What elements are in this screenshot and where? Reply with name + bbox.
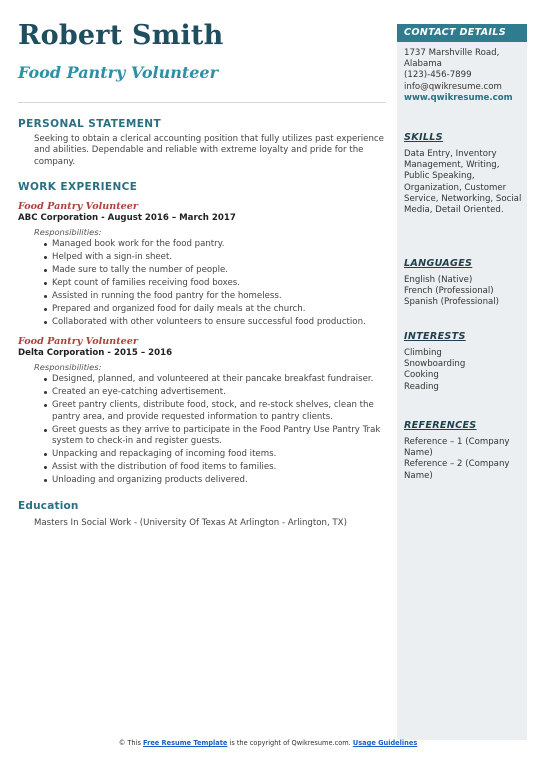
footer	[0, 739, 536, 747]
list-item: Kept count of families receiving food boxes.	[44, 278, 386, 289]
list-item: Created an eye-catching advertisement.	[44, 387, 386, 398]
list-item: Managed book work for the food pantry.	[44, 239, 386, 250]
list-item: Greet pantry clients, distribute food, stock, and re-stock shelves, clean the pantry area, and provide requested information to pantry clients.	[44, 400, 386, 422]
job-entry	[18, 201, 386, 328]
responsibilities-label: Responsibilities:	[34, 362, 102, 373]
languages-heading: LANGUAGES	[404, 258, 473, 269]
candidate-title: Food Pantry Volunteer	[18, 63, 219, 82]
interest-item: Cooking	[404, 370, 439, 381]
languages-section	[404, 258, 524, 309]
personal-statement-text: Seeking to obtain a clerical accounting position that fully utilizes past experience and abilities. Dependable and reliable with extreme loyalty and pride for the company.	[34, 134, 384, 167]
list-item: Collaborated with other volunteers to ensure successful food production.	[44, 317, 386, 328]
job-title: Food Pantry Volunteer	[18, 336, 138, 348]
reference-item: Reference – 1 (Company Name)	[404, 437, 510, 459]
usage-guidelines-link[interactable]: Usage Guidelines	[352, 739, 418, 747]
language-item: English (Native)	[404, 275, 473, 285]
skills-heading: SKILLS	[404, 132, 443, 143]
skills-text: Data Entry, Inventory Management, Writing, Public Speaking, Organization, Customer Service, Networking, Social Media, Detail Oriented.	[404, 149, 522, 216]
responsibilities-list	[44, 239, 386, 328]
contact-website-link[interactable]: www.qwikresume.com	[404, 92, 513, 103]
contact-email[interactable]: info@qwikresume.com	[404, 81, 502, 92]
candidate-name: Robert Smith	[18, 20, 224, 51]
contact-details	[404, 48, 524, 103]
list-item: Assisted in running the food pantry for the homeless.	[44, 291, 386, 302]
main-column	[18, 118, 386, 529]
skills-section	[404, 132, 524, 216]
list-item: Greet guests as they arrive to participate in the Food Pantry Use Pantry Trak system to check-in and register guests.	[44, 425, 386, 447]
job-title: Food Pantry Volunteer	[18, 201, 138, 213]
work-experience-heading: WORK EXPERIENCE	[18, 181, 138, 194]
language-item: French (Professional)	[404, 286, 494, 297]
job-entry	[18, 336, 386, 486]
list-item: Unloading and organizing products delivered.	[44, 475, 386, 486]
list-item: Made sure to tally the number of people.	[44, 265, 386, 276]
contact-heading-bar	[397, 24, 527, 42]
references-heading: REFERENCES	[404, 420, 477, 431]
free-resume-template-link[interactable]: Free Resume Template	[142, 739, 228, 747]
reference-item: Reference – 2 (Company Name)	[404, 459, 510, 481]
job-company: Delta Corporation - 2015 – 2016	[18, 348, 173, 359]
list-item: Prepared and organized food for daily meals at the church.	[44, 304, 386, 315]
language-item: Spanish (Professional)	[404, 297, 500, 308]
list-item: Designed, planned, and volunteered at their pancake breakfast fundraiser.	[44, 374, 386, 385]
education-heading: Education	[18, 500, 79, 513]
contact-phone: (123)-456-7899	[404, 70, 472, 81]
personal-statement-heading: PERSONAL STATEMENT	[18, 118, 162, 130]
contact-address: 1737 Marshville Road, Alabama	[404, 48, 500, 70]
responsibilities-list	[44, 374, 386, 486]
interest-item: Reading	[404, 381, 439, 392]
list-item: Unpacking and repackaging of incoming food items.	[44, 449, 386, 460]
contact-heading: CONTACT DETAILS	[404, 27, 506, 38]
interests-section	[404, 331, 524, 393]
references-section	[404, 420, 524, 482]
interests-heading: INTERESTS	[404, 331, 466, 342]
footer-prefix: © This	[118, 739, 143, 747]
list-item: Helped with a sign-in sheet.	[44, 252, 386, 263]
list-item: Assist with the distribution of food items to families.	[44, 462, 386, 473]
job-company: ABC Corporation - August 2016 – March 2017	[18, 213, 236, 224]
responsibilities-label: Responsibilities:	[34, 227, 102, 238]
education-text: Masters In Social Work - (University Of Texas At Arlington - Arlington, TX)	[34, 518, 347, 529]
header-divider	[18, 102, 386, 103]
footer-middle: is the copyright of Qwikresume.com.	[227, 739, 353, 747]
interest-item: Snowboarding	[404, 359, 466, 370]
interest-item: Climbing	[404, 348, 442, 358]
